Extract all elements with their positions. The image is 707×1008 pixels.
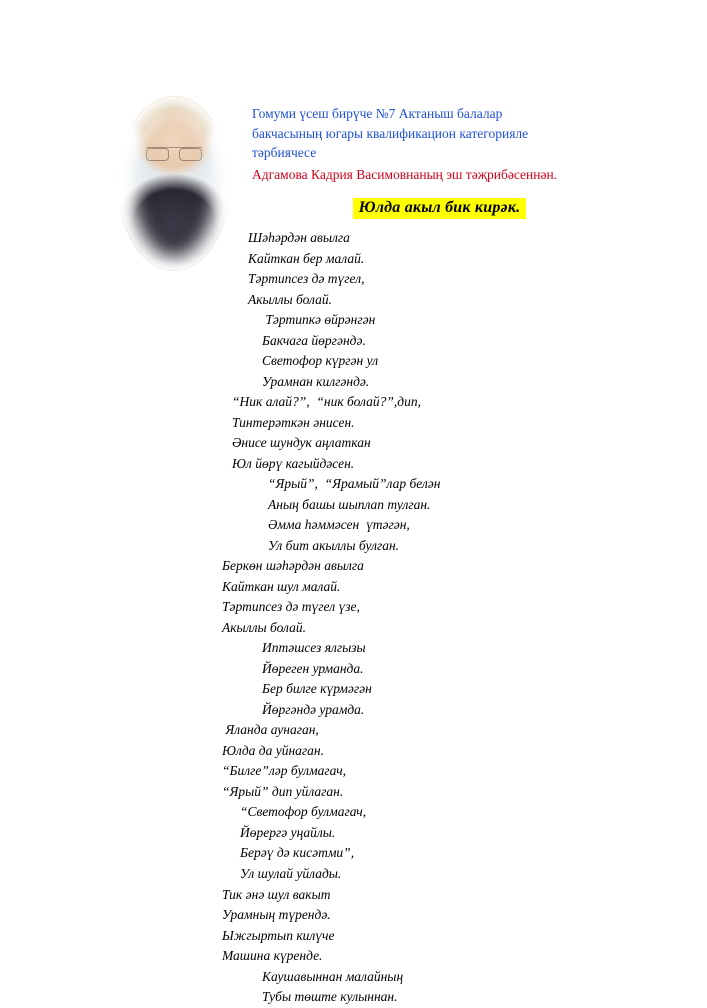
intro-line-2: бакчасының югары квалификацион категорияле [252, 125, 529, 141]
poem-line: Светофор күргән ул [262, 353, 379, 369]
poem-line: Акыллы болай. [222, 619, 306, 635]
poem-line: Тик әнә шул вакыт [222, 886, 331, 902]
poem-line: Тубы төште кулыннан. [262, 989, 398, 1005]
poem-line: Кайткан бер малай. [248, 250, 365, 266]
poem-line: Тәртипсез дә түгел үзе, [222, 599, 360, 615]
poem-body [0, 228, 707, 1008]
poem-line: Машина күренде. [222, 948, 323, 964]
poem-line: Юл йөрү кагыйдәсен. [232, 455, 355, 471]
poem-line: Бер билге күрмәгән [262, 681, 372, 697]
poem-line: Ул бит акыллы булган. [268, 537, 400, 553]
poem-line: Тәртипкә өйрәнгән [262, 312, 376, 328]
poem-line: Иптәшсез ялгызы [262, 640, 366, 656]
poem-stanza [0, 885, 707, 967]
poem-line: Кайткан шул малай. [222, 578, 341, 594]
poem-line: Аның башы шыплап тулган. [268, 496, 431, 512]
poem-line: Берәү дә кисәтми”, [240, 845, 355, 861]
poem-line: Ыжгыртып килүче [222, 927, 335, 943]
poem-line: Урамның түрендә. [222, 907, 331, 923]
poem-line: Йөргәндә урамда. [262, 701, 365, 717]
poem-line: Йөреген урманда. [262, 660, 364, 676]
poem-line: “Светофор булмагач, [240, 804, 367, 820]
poem-line: Акыллы болай. [248, 291, 332, 307]
intro-line-3: тәрбиячесе [252, 145, 317, 161]
intro-paragraph [252, 104, 627, 163]
intro-line-1: Гомуми үсеш бирүче №7 Актаныш балалар [252, 106, 503, 121]
poem-line: Беркөн шәһәрдән авылга [222, 558, 364, 574]
poem-stanza [0, 474, 707, 556]
poem-line: “Билге”ләр булмагач, [222, 763, 347, 779]
poem-stanza [0, 967, 707, 1008]
poem-stanza [0, 556, 707, 638]
poem-title-container [252, 198, 627, 219]
poem-line: Йөрергә уңайлы. [240, 824, 336, 840]
poem-line: Урамнан килгәндә. [262, 373, 370, 389]
poem-stanza [0, 720, 707, 802]
poem-stanza [0, 392, 707, 474]
glasses-icon [146, 147, 202, 160]
poem-line: Шәһәрдән авылга [248, 230, 350, 245]
poem-line: “Ярый” дип уйлаган. [222, 783, 344, 799]
author-credit: Адгамова Кадрия Васимовнаның эш тәҗрибәсеннән. [252, 166, 558, 182]
poem-line: Әнисе шундук аңлаткан [232, 435, 371, 451]
poem-line: Ул шулай уйлады. [240, 865, 342, 881]
poem-line: “Ник алай?”, “ник болай?”,дип, [232, 394, 421, 410]
poem-stanza [0, 802, 707, 884]
poem-stanza [0, 638, 707, 720]
poem-title: Юлда акыл бик кирәк. [353, 198, 527, 219]
poem-stanza [0, 310, 707, 392]
poem-line: Бакчага йөргәндә. [262, 332, 366, 348]
poem-line: Тинтерәткән әнисен. [232, 414, 355, 430]
poem-line: Тәртипсез дә түгел, [248, 271, 365, 287]
poem-line: Әмма һәммәсен үтәгән, [268, 517, 410, 533]
poem-line: Каушавыннан малайның [262, 968, 404, 984]
poem-line: Яланда аунаган, [222, 722, 319, 738]
header-text-block [244, 96, 707, 219]
poem-line: Юлда да уйнаган. [222, 742, 325, 758]
poem-stanza [0, 228, 707, 310]
poem-line: “Ярый”, “Ярамый”лар белән [268, 476, 441, 492]
